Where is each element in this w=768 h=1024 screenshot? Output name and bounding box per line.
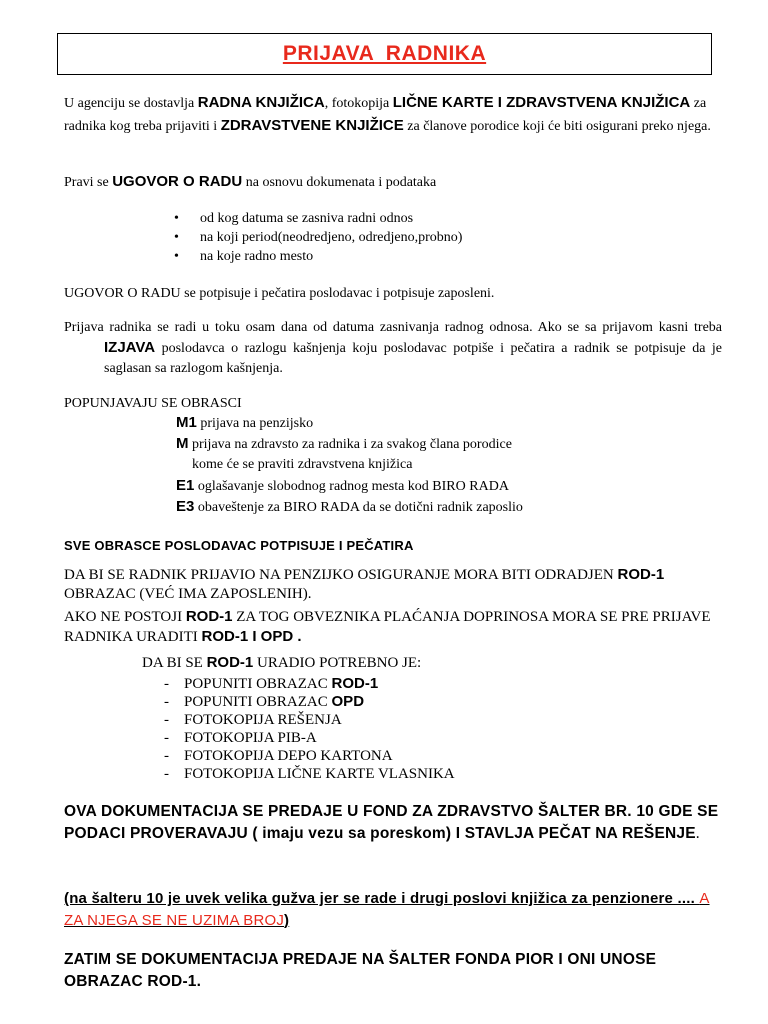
rod-requirements-list	[164, 675, 664, 783]
list-item: - FOTOKOPIJA REŠENJA	[164, 711, 664, 729]
list-item: - POPUNITI OBRAZAC OPD	[164, 693, 664, 711]
sign-note: SVE OBRASCE POSLODAVAC POTPISUJE I PEČATIRA	[64, 538, 414, 553]
form-item-e1	[176, 476, 509, 497]
list-item: - POPUNITI OBRAZAC ROD-1	[164, 675, 664, 693]
form-item-m-continued: kome će se praviti zdravstvena knjižica	[192, 457, 413, 472]
rod-paragraph-1	[64, 565, 724, 604]
submission-paragraph-3: ZATIM SE DOKUMENTACIJA PREDAJE NA ŠALTER FONDA PIOR I ONI UNOSE OBRAZAC ROD-1.	[64, 951, 657, 990]
intro-bold-1: RADNA KNJIŽICA	[197, 94, 325, 111]
list-item: • na koji period(neodredjeno, odredjeno,probno)	[174, 228, 694, 247]
rod-p1-text-1: DA BI SE RADNIK PRIJAVIO NA PENZIJKO OSIGURANJE MORA BITI ODRADJEN	[64, 567, 618, 583]
forms-heading: POPUNJAVAJU SE OBRASCI	[64, 396, 242, 411]
form-text: oglašavanje slobodnog radnog mesta kod BIRO RADA	[197, 479, 509, 494]
rod-p3-bold-1: ROD-1	[206, 654, 254, 671]
submission-paragraph-2: (na šalteru 10 je uvek velika gužva jer se rade i drugi poslovi knjižica za penzionere .... A ZA NJEGA SE NE UZIMA BROJ)	[64, 890, 710, 929]
registration-bold-1: IZJAVA	[104, 339, 156, 356]
rod-p2-bold-2: ROD-1 I OPD .	[201, 628, 302, 645]
contract-bold-1: UGOVOR O RADU	[112, 173, 243, 190]
list-item: • od kog datuma se zasniva radni odnos	[174, 209, 694, 228]
rod-p1-bold-1: ROD-1	[617, 566, 665, 583]
contract-text-2: na osnovu dokumenata i podataka	[242, 175, 437, 190]
form-code: E1	[176, 477, 195, 494]
rod-p3-text-2: URADIO POTREBNO JE:	[253, 655, 422, 671]
contract-bullet-list	[174, 209, 694, 266]
rod-p3-text-1: DA BI SE	[142, 655, 207, 671]
list-item: - FOTOKOPIJA LIČNE KARTE VLASNIKA	[164, 765, 664, 783]
rod-p2-text-1: AKO NE POSTOJI	[64, 609, 186, 625]
form-text: obaveštenje za BIRO RADA da se dotični radnik zaposlio	[197, 500, 523, 515]
form-code: M	[176, 435, 189, 452]
form-code: M1	[176, 414, 197, 431]
intro-paragraph	[64, 92, 724, 138]
form-text: prijava na zdravsto za radnika i za svakog člana porodice	[192, 437, 512, 452]
contract-signed: UGOVOR O RADU se potpisuje i pečatira poslodavac i potpisuje zaposleni.	[64, 286, 495, 301]
list-item: - FOTOKOPIJA DEPO KARTONA	[164, 747, 664, 765]
rod-paragraph-3	[142, 653, 421, 673]
rod-p2-text-2: ZA TOG OBVEZNIKA PLAĆANJA DOPRINOSA MORA SE PRE PRIJAVE RADNIKA URADITI	[64, 609, 711, 645]
rod-p2-bold-1: ROD-1	[185, 608, 233, 625]
form-item-m1	[176, 413, 313, 434]
rod-p1-text-2: OBRAZAC (VEĆ IMA ZAPOSLENIH).	[64, 586, 312, 602]
contract-text-1: Pravi se	[64, 175, 113, 190]
form-code: E3	[176, 498, 195, 515]
form-text: prijava na penzijsko	[200, 416, 314, 431]
intro-bold-2: LIČNE KARTE I ZDRAVSTVENA KNJIŽICA	[392, 94, 691, 111]
form-item-m	[176, 434, 512, 455]
intro-text-3: za radnika kog treba prijaviti i	[64, 96, 707, 134]
rod-paragraph-2	[64, 607, 724, 647]
list-item: - FOTOKOPIJA PIB-A	[164, 729, 664, 747]
submission-paragraph-1: OVA DOKUMENTACIJA SE PREDAJE U FOND ZA ZDRAVSTVO ŠALTER BR. 10 GDE SE PODACI PROVERAVAJU ( imaju vezu sa poreskom) I STAVLJA PEČAT NA REŠENJE.	[64, 803, 719, 842]
registration-text-2: poslodavca o razlogu kašnjenja koju poslodavac potpiše i pečatira a radnik se potpisuje da je saglasan sa razlogom kašnjenja.	[104, 341, 722, 376]
registration-paragraph	[64, 318, 722, 379]
intro-text-4: za članove porodice koji će biti osigurani preko njega.	[403, 119, 711, 134]
contract-paragraph	[64, 172, 724, 193]
intro-text-1: U agenciju se dostavlja	[64, 96, 198, 111]
registration-text-1: Prijava radnika se radi u toku osam dana od datuma zasnivanja radnog odnosa. Ako se sa prijavom kasni treba	[64, 320, 722, 335]
intro-text-2: , fotokopija	[324, 96, 393, 111]
intro-bold-3: ZDRAVSTVENE KNJIŽICE	[220, 117, 404, 134]
title-box	[57, 33, 712, 75]
form-item-e3	[176, 497, 523, 518]
list-item: • na koje radno mesto	[174, 247, 694, 266]
page-title: PRIJAVA RADNIKA	[282, 42, 487, 65]
